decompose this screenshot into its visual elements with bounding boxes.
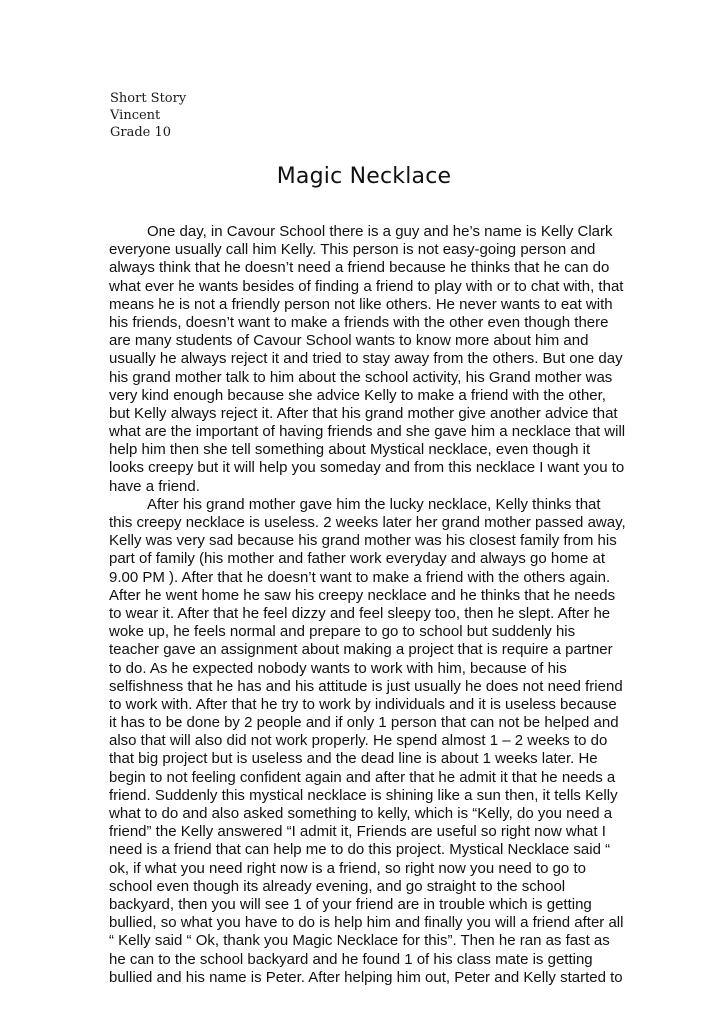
text-line: that big project but is useless and the dead line is about 1 weeks later. He [109,750,598,768]
text-line: but Kelly always reject it. After that his grand mother give another advice that [109,404,618,422]
text-line: One day, in Cavour School there is a guy and he’s name is Kelly Clark [147,223,613,240]
text-line: woke up, he feels normal and prepare to go to school but suddenly his [109,623,576,641]
text-line: ok, if what you need right now is a friend, so right now you need to go to [109,859,586,877]
grade-label: Grade 10 [110,125,172,140]
story-title: Magic Necklace [276,164,452,189]
text-line: this creepy necklace is useless. 2 weeks later her grand mother passed away, [109,514,626,531]
text-line: it has to be done by 2 people and if only 1 person that can not be helped and [109,714,619,732]
text-line: begin to not feeling confident again and after that he admit it that he needs a [109,768,616,786]
text-line: 9.00 PM ). After that he doesn’t want to make a friend with the others again. [109,568,611,586]
document-header [110,90,186,141]
text-line: usually he always reject it and tried to stay away from the others. But one day [109,350,623,368]
text-line: After his grand mother gave him the lucky necklace, Kelly thinks that [147,495,601,513]
text-line: part of family (his mother and father work everyday and always go home at [109,550,606,568]
text-line: what ever he wants besides of finding a friend to play with or to chat with, that [109,277,624,295]
text-line: what are the important of having friends and she gave him a necklace that will [109,423,626,441]
text-line: need is a friend that can help me to do this project. Mystical Necklace said “ [109,841,611,859]
text-line: teacher gave an assignment about making a project that is require a partner [109,641,613,659]
text-line: backyard, then you will see 1 of your friend are in trouble which is getting [109,895,592,913]
text-line: what to do and also asked something to kelly, which is “Kelly, do you need a [109,805,613,822]
text-line: means he is not a friendly person not like others. He never wants to eat with [109,295,613,313]
story-type-label: Short Story [110,91,187,106]
text-line: his grand mother talk to him about the school activity, his Grand mother was [109,368,613,386]
text-line: After he went home he saw his creepy necklace and he thinks that he needs [109,586,616,604]
text-line: everyone usually call him Kelly. This person is not easy-going person and [109,241,596,259]
text-line: always think that he doesn’t need a friend because he thinks that he can do [109,259,610,277]
text-line: help him then she tell something about Mystical necklace, even though it [109,441,591,459]
author-name: Vincent [110,108,161,123]
text-line: school even though its already evening, and go straight to the school [109,877,566,895]
text-line: friend” the Kelly answered “I admit it, Friends are useful so right now what I [109,823,606,841]
text-line: to work with. After that he try to work by individuals and it is useless because [109,695,617,713]
text-line: his friends, doesn’t want to make a friends with the other even though there [109,313,609,331]
text-line: bullied, so what you have to do is help him and finally you will a friend after all [109,914,624,932]
text-line: selfishness that he has and his attitude is just usually he does not need friend [109,677,623,695]
text-line: very kind enough because she advice Kelly to make a friend with the other, [109,386,606,404]
text-line: Kelly was very sad because his grand mother was his closest family from his [109,532,617,550]
text-line: friend. Suddenly this mystical necklace is shining like a sun then, it tells Kelly [109,786,618,804]
text-line: he can to the school backyard and he found 1 of his class mate is getting [109,950,593,968]
text-line: are many students of Cavour School wants to know more about him and [109,332,589,350]
text-line: bullied and his name is Peter. After helping him out, Peter and Kelly started to [109,968,623,986]
text-line: to wear it. After that he feel dizzy and feel sleepy too, then he slept. After he [109,604,611,622]
text-line: also that will also did not work properly. He spend almost 1 – 2 weeks to do [109,732,608,750]
text-line: looks creepy but it will help you someday and from this necklace I want you to [109,459,625,477]
text-line: have a friend. [109,477,200,495]
text-line: to do. As he expected nobody wants to work with him, because of his [109,659,567,677]
text-line: “ Kelly said “ Ok, thank you Magic Necklace for this”. Then he ran as fast as [109,932,610,950]
story-body [109,223,629,987]
